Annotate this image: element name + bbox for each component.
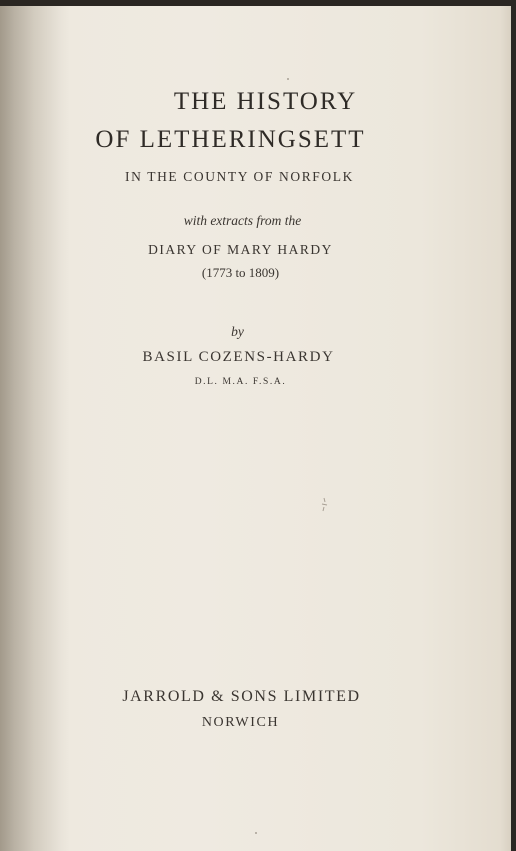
author-credentials: D.L. M.A. F.S.A.	[194, 377, 287, 387]
paper-speck	[255, 832, 257, 834]
diary-dates: (1773 to 1809)	[201, 265, 280, 280]
book-title-line-1: THE HISTORY	[173, 88, 358, 115]
extracts-intro: with extracts from the	[183, 213, 302, 228]
paper-speck	[287, 78, 289, 80]
book-subtitle: IN THE COUNTY OF NORFOLK	[125, 169, 354, 184]
title-page	[0, 6, 511, 851]
publisher-city: NORWICH	[201, 715, 280, 730]
by-line: by	[231, 324, 244, 339]
publisher-name: JARROLD & SONS LIMITED	[122, 688, 361, 705]
paper-blemish	[318, 496, 332, 514]
author-name: BASIL COZENS-HARDY	[142, 349, 335, 365]
book-title-line-2: OF LETHERINGSETT	[95, 126, 366, 153]
diary-title: DIARY OF MARY HARDY	[148, 242, 333, 257]
